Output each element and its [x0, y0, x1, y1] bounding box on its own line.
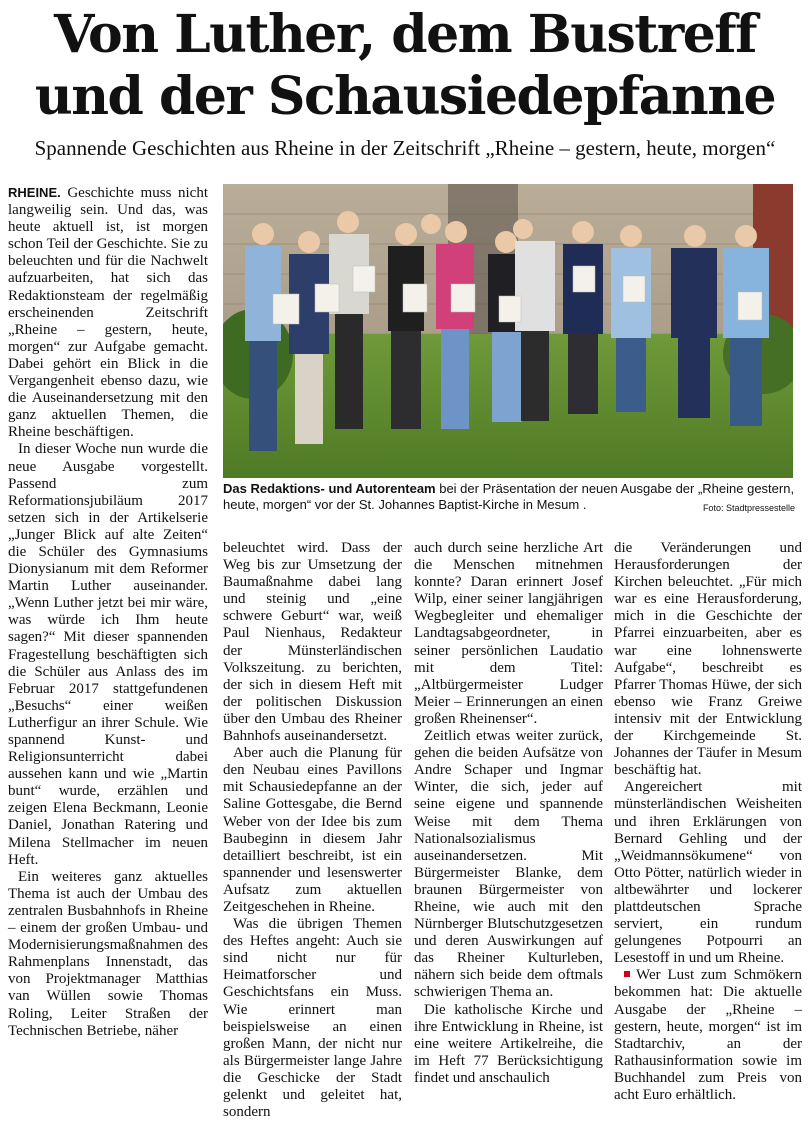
paragraph-text: Wer Lust zum Schmökern bekommen hat: Die aktuelle Ausgabe der „Rheine – gestern, heute, morgen“ ist im Stadtarchiv, an der Rathausinformation sowie im Buchhandel zum Preis von acht Euro erhältlich. — [614, 967, 802, 1103]
article-column-2 — [223, 540, 402, 1121]
paragraph: beleuchtet wird. Dass der Weg bis zur Umsetzung der Baumaßnahme dabei lang und steinig und „eine schwere Geburt“ war, weiß Paul Nienhaus, Redakteur der Münsterländischen Volkszeitung. zu berichten, der sich in diesem Heft mit der politischen Diskussion über den Umbau des Rheiner Bahnhofs auseinandersetzt. — [223, 540, 402, 745]
dateline: RHEINE. — [8, 185, 61, 200]
paragraph: Ein weiteres ganz aktuelles Thema ist auch der Umbau des zentralen Busbahnhofs in Rheine – einem der großen Umbau- und Modernisierungsmaßnahmen des Rahmenplans Innenstadt, das von Projektmanager Matthias van Wüllen sowie Thomas Roling, Leiter Straßen der Technischen Betriebe, näher — [8, 868, 208, 1039]
paragraph: Die katholische Kirche und ihre Entwicklung in Rheine, ist eine weitere Artikelreihe, die im Heft 77 Berücksichtigung findet und anschaulich — [414, 1001, 603, 1086]
headline-line-2: und der Schausiedepfanne — [34, 66, 776, 127]
paragraph — [8, 184, 208, 441]
paragraph: In dieser Woche nun wurde die neue Ausgabe vorgestellt. Passend zum Reformationsjubiläum 2017 setzen sich in der Artikelserie „Junger Blick auf alte Zeiten“ die Schüler des Gymnasiums Dionysianum mit dem Reformer Martin Luther auseinander. „Wenn Luther jetzt bei mir wäre, was würde ich Ihm heute sagen?“ Mit dieser spannenden Fragestellung beschäftigten sich die Schüler aus Anlass des im Februar 2017 stattgefundenen „Besuchs“ einer weißen Lutherfigur an ihrer Schule. Wie spannend Kunst- und Religionsunterricht dabei aussehen kann und wie „Martin bunt“ wurde, erzählen und zeigen Elena Beckmann, Leonie Daniel, Jonathan Ratering und Milena Stellmacher im neuen Heft. — [8, 441, 208, 868]
paragraph — [614, 967, 802, 1104]
team-photo — [223, 184, 793, 478]
paragraph-text: Geschichte muss nicht langweilig sein. Und das, was heute aktuell ist, ist morgen schon Teil der Geschichte. Sie zu beleuchten und für die Nachwelt aufzuarbeiten, hat sich das Redaktionsteam der regelmäßig erscheinenden Zeitschrift „Rheine – gestern, heute, morgen“ zur Aufgabe gemacht. Dabei gehört ein Blick in die Vergangenheit ebenso dazu, wie die Auseinandersetzung mit den ganz aktuellen Themen, die Rheine beschäftigen. — [8, 185, 208, 441]
caption-bold: Das Redaktions- und Autorenteam — [223, 481, 436, 496]
paragraph: Zeitlich etwas weiter zurück, gehen die beiden Aufsätze von Andre Schaper und Ingmar Winter, die sich, jeder auf seine eigene und spannende Weise mit dem Thema Nationalsozialismus auseinandersetzen. Mit Bürgermeister Blanke, dem braunen Bürgermeister von Rheine, wie auch mit den Nürnberger Blutschutzgesetzen und deren Auswirkungen auf das Rheiner Kulturleben, nähern sich beide dem oftmals schwierigen Thema an. — [414, 728, 603, 1001]
paragraph: Angereichert mit münsterländischen Weisheiten und ihren Erklärungen von Bernard Gehling und der „Weidmannsökumene“ von Otto Pötter, natürlich wieder in altbewährter und lockerer plattdeutschen Sprache serviert, ein rundum gelungenes Potpourri an Lesestoff in und um Rheine. — [614, 779, 802, 967]
paragraph: die Veränderungen und Herausforderungen der Kirchen beleuchtet. „Für mich war es eine Herausforderung, mich in die Geschichte der Pfarrei einzuarbeiten, aber es war eine lohnenswerte Aufgabe“, beschreibt es Pfarrer Thomas Hüwe, der sich ebenso wie Franz Greiwe intensiv mit der Entwicklung der Kirchgemeinde St. Johannes der Täufer in Mesum beschäftig hat. — [614, 540, 802, 779]
article-column-3 — [414, 540, 603, 1087]
paragraph: Aber auch die Planung für den Neubau eines Pavillons mit Schausiedepfanne an der Saline Gottesgabe, die Bernd Weber von der Idee bis zum Baubeginn in diesem Jahr detailliert beschreibt, ist ein spannender und lesenswerter Aufsatz zum aktuellen Zeitgeschehen in Rheine. — [223, 745, 402, 915]
paragraph: Was die übrigen Themen des Heftes angeht: Auch sie sind nicht nur für Heimatforscher und Geschichtsfans ein Muss. Wie erinnert man beispielsweise an einen großen Mann, der nicht nur als Bürgermeister lange Jahre die Geschicke der Stadt gelenkt und geleitet hat, sondern — [223, 916, 402, 1121]
article-column-1 — [8, 184, 208, 1040]
team-photo-image — [223, 184, 793, 478]
article-subheadline: Spannende Geschichten aus Rheine in der Zeitschrift „Rheine – gestern, heute, morgen“ — [34, 136, 776, 160]
photo-caption — [223, 481, 795, 516]
bullet-icon — [624, 971, 630, 977]
headline-line-1: Von Luther, dem Bustreff — [53, 4, 757, 65]
caption-text: bei der Präsentation der neuen Ausgabe der „Rheine gestern, heute, morgen“ vor der St. Johannes Baptist-Kirche in Mesum . — [223, 481, 795, 512]
article-column-4 — [614, 540, 802, 1104]
photo-credit: Foto: Stadtpressestelle — [702, 503, 795, 513]
paragraph: auch durch seine herzliche Art die Menschen mitnehmen konnte? Daran erinnert Josef Wilp, einer seiner langjährigen Wegbegleiter und ehemaliger Landtagsabgeordneter, in seiner persönlichen Laudatio mit dem Titel: „Altbürgermeister Ludger Meier – Erinnerungen an einen großen Rheinenser“. — [414, 540, 603, 727]
article-headline — [0, 4, 810, 128]
